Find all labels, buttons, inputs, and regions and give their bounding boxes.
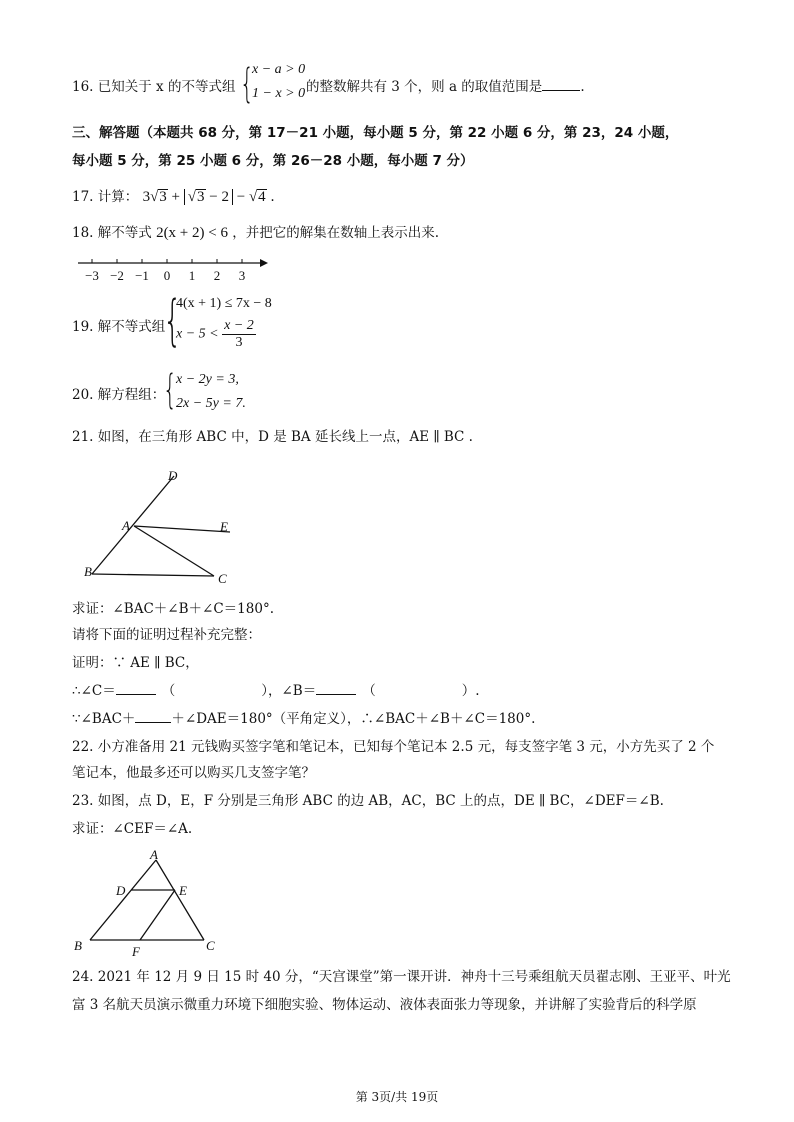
q16-answer-blank[interactable]: [542, 78, 580, 91]
q23-text: 23. 如图，点 D，E，F 分别是三角形 ABC 的边 AB，AC，BC 上的点，DE ∥ BC，∠DEF＝∠B.: [72, 793, 664, 809]
q17-plus: +: [171, 189, 181, 205]
q21-label-B: B: [84, 564, 92, 579]
q23-label-B: B: [74, 938, 82, 953]
q23-figure: [70, 846, 230, 962]
q21-text: 21. 如图，在三角形 ABC 中，D 是 BA 延长线上一点，AE ∥ BC .: [72, 429, 473, 445]
q19-row1: 4(x + 1) ≤ 7x − 8: [176, 296, 272, 311]
q17-minus2: − 2: [205, 189, 229, 205]
q20-row2: 2x − 5y = 7.: [176, 396, 246, 411]
number-line-tick-label: −3: [85, 268, 99, 283]
number-line-tick-label: 0: [163, 268, 171, 283]
q24-line1: 24. 2021 年 12 月 9 日 15 时 40 分，“天宫课堂”第一课开讲．神舟十三号乘组航天员翟志刚、王亚平、叶光: [72, 969, 731, 985]
q24-line2: 富 3 名航天员演示微重力环境下细胞实验、物体运动、液体表面张力等现象，并讲解了实验背后的科学原: [72, 997, 697, 1013]
q21-proof2b: （: [161, 683, 176, 699]
q23-prove: 求证：∠CEF＝∠A.: [72, 821, 193, 837]
q16-row2: 1 − x > 0: [252, 86, 306, 101]
q17-end: .: [270, 189, 275, 205]
q21-label-C: C: [218, 571, 227, 586]
number-line-tick-label: 1: [188, 268, 196, 283]
q19-prefix: 19. 解不等式组: [72, 319, 166, 335]
q17-sqrt1: 3: [159, 189, 167, 205]
section3-line2: 每小题 5 分，第 25 小题 6 分，第 26－28 小题，每小题 7 分）: [72, 153, 474, 169]
q21-proof2e: ）.: [461, 683, 480, 699]
q21-label-D: D: [168, 470, 178, 483]
q18-expr: 2(x + 2) < 6: [156, 225, 228, 241]
q23-label-E: E: [179, 883, 187, 898]
q22-line1: 22. 小方准备用 21 元钱购买签字笔和笔记本，已知每个笔记本 2.5 元，每支签字笔 3 元，小方先买了 2 个: [72, 739, 715, 755]
q16-end: .: [580, 79, 585, 95]
q18-suffix: ，并把它的解集在数轴上表示出来.: [232, 225, 440, 241]
q23-label-D: D: [116, 883, 126, 898]
q18: [72, 224, 439, 242]
q20-brace: {: [163, 367, 177, 413]
q21-proof2c: ），∠B＝: [261, 683, 317, 699]
q16-brace: {: [240, 61, 254, 107]
q21-proof2a: ∴∠C＝: [72, 683, 116, 699]
number-line-tick-label: 3: [238, 268, 246, 283]
q18-prefix: 18. 解不等式: [72, 225, 152, 241]
q23-label-C: C: [206, 938, 215, 953]
q19-fraction: [222, 318, 256, 351]
number-line-tick-label: −1: [135, 268, 149, 283]
q21-blank-3[interactable]: [135, 710, 171, 723]
q21-label-E: E: [220, 519, 228, 534]
page-footer: 第 3页/共 19页: [355, 1090, 439, 1104]
q21-label-A: A: [122, 518, 130, 533]
q19-row2-left: x − 5 <: [176, 326, 219, 342]
number-line-tick-label: 2: [213, 268, 221, 283]
q19-fraction-den: 3: [235, 335, 243, 350]
q17-prefix: 17. 计算：: [72, 189, 139, 205]
q23-label-A: A: [150, 847, 158, 862]
q21-prove: 求证：∠BAC＋∠B＋∠C＝180°.: [72, 601, 274, 617]
q21-proof3b: ＋∠DAE＝180°（平角定义），∴∠BAC＋∠B＋∠C＝180°.: [171, 711, 536, 727]
q21-figure: [82, 470, 262, 600]
q21-proof3: [72, 710, 535, 728]
q16-suffix-text: 的整数解共有 3 个，则 a 的取值范围是: [306, 79, 543, 95]
q21-proof1: 证明：∵ AE ∥ BC，: [72, 655, 199, 671]
q16-row1: x − a > 0: [252, 62, 306, 77]
q17: 17. 计算： 3√3 + √3 − 2 − √4 .: [72, 189, 275, 205]
q19-fraction-num: x − 2: [224, 318, 254, 333]
q21-proof2d: （: [362, 683, 376, 699]
number-line: [76, 254, 296, 284]
q16-prefix: 16. 已知关于 x 的不等式组: [72, 79, 236, 95]
q17-sqrt2: 3: [197, 189, 205, 205]
q21-instruct: 请将下面的证明过程补充完整：: [72, 627, 261, 643]
number-line-tick-label: −2: [110, 268, 124, 283]
q17-minus: −: [232, 189, 249, 205]
q21-proof3a: ∵∠BAC＋: [72, 711, 136, 727]
q21-blank-2[interactable]: [316, 682, 356, 695]
q19-row2: [176, 318, 256, 351]
q17-sqrt3: 4: [258, 189, 266, 205]
q21-proof2: [72, 682, 480, 700]
q21-blank-1[interactable]: [116, 682, 156, 695]
q22-line2: 笔记本，他最多还可以购买几支签字笔？: [72, 765, 315, 781]
q23-label-F: F: [132, 944, 140, 959]
section3-line1: 三、解答题（本题共 68 分，第 17－21 小题，每小题 5 分，第 22 小题 6 分，第 23，24 小题，: [72, 125, 679, 141]
q16-suffix: [306, 78, 585, 96]
q20-prefix: 20. 解方程组：: [72, 387, 166, 403]
q19-brace: {: [163, 289, 182, 352]
q20-row1: x − 2y = 3,: [176, 372, 239, 387]
q17-coef: 3: [142, 189, 151, 205]
